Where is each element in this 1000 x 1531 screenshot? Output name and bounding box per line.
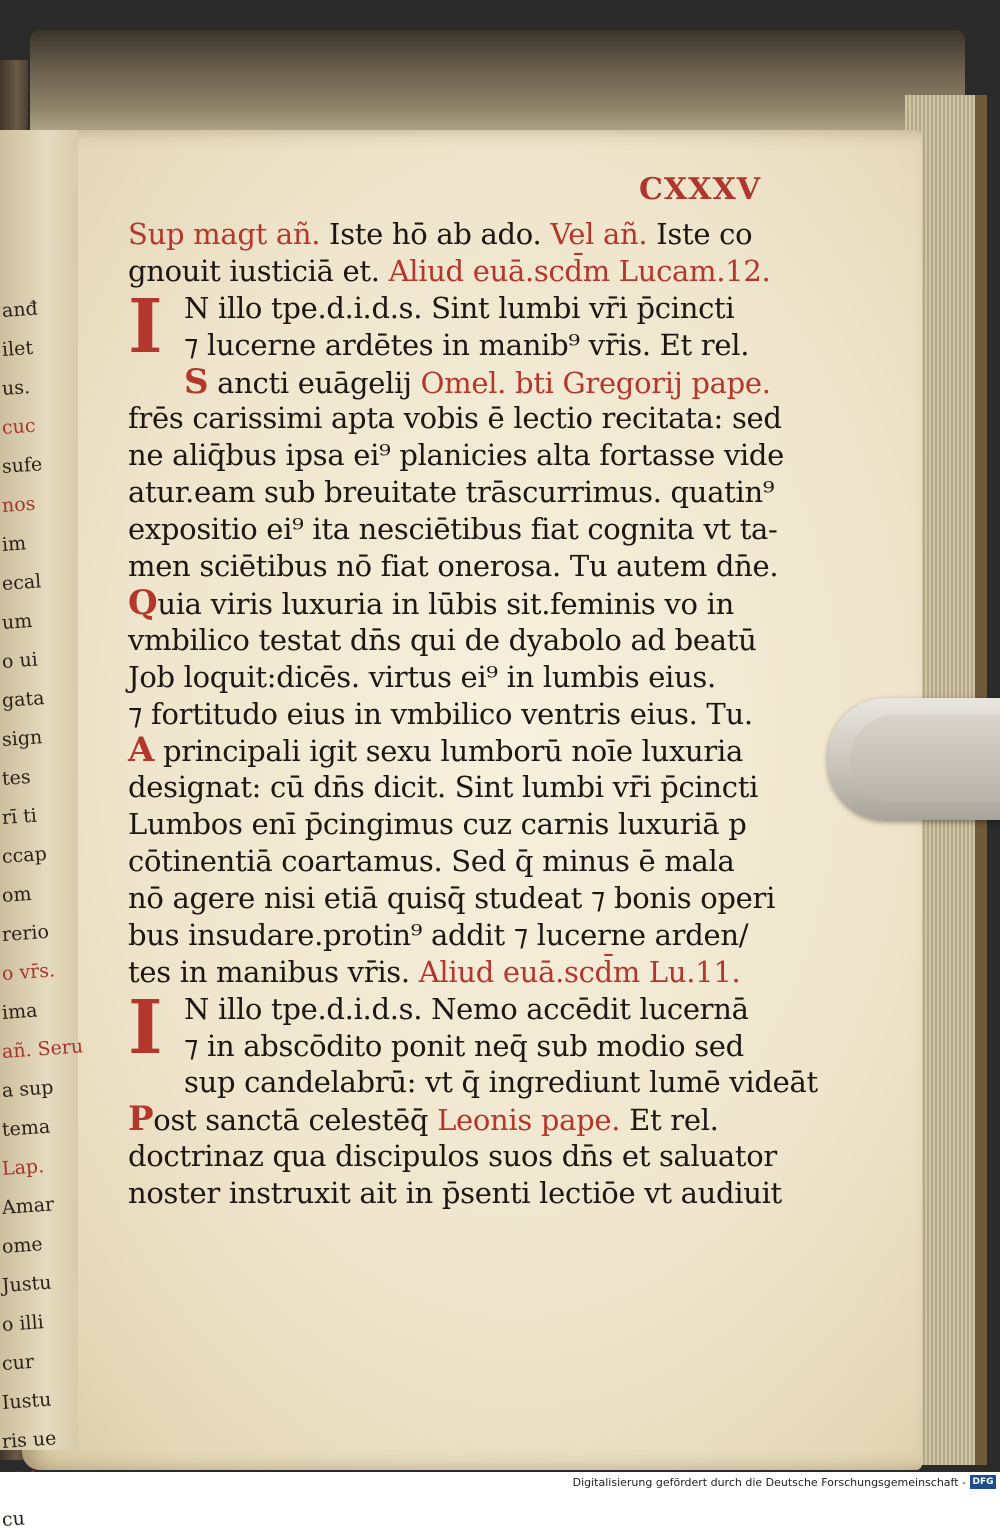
body-text: bus insudare.protin⁹ addit ⁊ lucerne arden/	[128, 917, 749, 952]
red-initial: I	[128, 283, 163, 370]
left-page-fragment: Justu	[1, 1271, 53, 1297]
left-page-fragment: sign	[1, 726, 43, 751]
rubric-text: Sup magt añ.	[128, 217, 321, 251]
left-page-fragment: gata	[1, 687, 46, 712]
body-text: expositio ei⁹ ita nesciētibus fiat cognita vt ta-	[128, 512, 778, 547]
left-page-fragment: cu	[1, 1507, 26, 1531]
body-text: sup candelabrū: vt q̄ ingrediunt lumē videāt	[184, 1065, 818, 1100]
body-text: noster instruxit ait in p̄senti lectiōe vt audiuit	[128, 1176, 782, 1211]
dfg-logo-icon: DFG	[970, 1475, 996, 1489]
left-page-fragment: im	[1, 532, 27, 556]
left-page-fragment: añ. Seru	[1, 1035, 84, 1063]
left-page-fragment: cur	[1, 1350, 35, 1375]
text-line	[128, 437, 793, 474]
body-text: nō agere nisi etiā quisq̄ studeat ⁊ bonis operi	[128, 881, 776, 916]
body-text: tes in manibus vr̄is.	[128, 954, 419, 989]
text-line	[128, 253, 793, 290]
left-page-fragment: us.	[1, 376, 31, 400]
body-text: ⁊ fortitudo eius in vmbilico ventris eius. Tu.	[128, 696, 753, 731]
text-line	[128, 696, 793, 733]
text-line	[128, 400, 793, 437]
footer-bar	[0, 1472, 1000, 1493]
body-text: uia viris luxuria in lūbis sit.feminis vo in	[157, 586, 734, 621]
body-text: N illo tpe.d.i.d.s. Nemo accēdit lucernā	[184, 991, 749, 1026]
left-page-fragment: tema	[1, 1115, 51, 1141]
red-lead-letter: A	[128, 730, 155, 771]
body-text: Et rel.	[620, 1103, 719, 1138]
text-line	[128, 843, 793, 880]
left-page-fragment: om	[1, 882, 33, 907]
left-page-fragment: ecal	[1, 570, 42, 595]
text-line	[128, 954, 793, 991]
left-page-fragment: Lap.	[1, 1155, 45, 1180]
body-text: designat: cū dn̄s dicit. Sint lumbi vr̄i p̄cincti	[128, 770, 759, 805]
text-line	[128, 474, 793, 511]
folio-number: CXXXV	[639, 172, 761, 207]
rubric-text: Aliud euā.scd̄m Lucam.12.	[388, 253, 771, 288]
body-text: vmbilico testat dn̄s qui de dyabolo ad beatū	[128, 622, 757, 657]
left-page-fragment: Iustu	[1, 1388, 53, 1414]
body-text: doctrinaz qua discipulos suos dn̄s et saluator	[128, 1139, 777, 1174]
funding-credit: Digitalisierung gefördert durch die Deutsche Forschungsgemeinschaft -	[572, 1476, 966, 1489]
body-text: cōtinentiā coartamus. Sed q̄ minus ē mala	[128, 844, 735, 879]
left-page-fragment: ome	[1, 1233, 44, 1258]
text-line	[128, 582, 793, 623]
body-text: atur.eam sub breuitate trāscurrimus. quatin⁹	[128, 475, 775, 510]
text-line	[128, 361, 793, 402]
body-text: N illo tpe.d.i.d.s. Sint lumbi vr̄i p̄cincti	[184, 290, 735, 325]
text-line	[128, 659, 793, 696]
text-line	[128, 1101, 793, 1138]
left-page-fragment: rī ti	[1, 804, 38, 829]
left-page-fragment: anđ	[1, 297, 39, 322]
rubric-text: Aliud euā.scd̄m Lu.11.	[418, 954, 741, 989]
red-lead-letter: S	[184, 361, 209, 402]
text-line	[128, 327, 793, 364]
body-text: ⁊ lucerne ardētes in manib⁹ vr̄is. Et rel.	[184, 327, 750, 362]
left-page-fragment: cuc	[1, 414, 37, 439]
clasp-inner	[850, 715, 1000, 803]
red-lead-letter: Q	[128, 582, 158, 623]
rubric-text: Omel. bti Gregorij pape.	[420, 365, 771, 400]
text-line	[128, 216, 793, 253]
left-page-fragment: rerio	[1, 920, 50, 946]
red-lead-letter: P	[128, 1099, 154, 1140]
body-text: ne aliq̄bus ipsa ei⁹ planicies alta fortasse vide	[128, 438, 785, 473]
text-line	[128, 880, 793, 917]
left-page-fragment: o vr̄s.	[1, 959, 56, 985]
text-line	[128, 1175, 793, 1212]
left-page-fragment: sufe	[1, 453, 43, 478]
text-line	[128, 732, 793, 769]
body-text: frēs carissimi apta vobis ē lectio recitata: sed	[128, 401, 782, 436]
body-text: Iste co	[647, 217, 753, 251]
body-text: Job loquit:dicēs. virtus ei⁹ in lumbis eius.	[128, 659, 716, 694]
red-initial: I	[128, 984, 163, 1071]
left-page-fragment: o ui	[1, 648, 39, 673]
body-text: Lumbos enī p̄cingimus cuz carnis luxuriā p	[128, 807, 747, 842]
body-text: ⁊ in abscōdito ponit neq̄ sub modio sed	[184, 1028, 744, 1063]
body-text: principali igit sexu lumborū noīe luxuria	[154, 734, 743, 769]
left-facing-page	[0, 130, 84, 1531]
text-line	[128, 806, 793, 843]
left-page-fragment: um	[1, 609, 33, 634]
left-page-fragment: ilet	[1, 336, 34, 361]
left-page-fragment: nos	[1, 492, 37, 517]
left-page-fragment: tes	[1, 766, 32, 790]
text-line	[128, 511, 793, 548]
page-text	[128, 172, 818, 1212]
left-page-fragment: a sup	[1, 1076, 55, 1102]
body-text: Iste hō ab ado.	[320, 217, 551, 251]
body-text: ost sanctā celestēq̄	[153, 1103, 438, 1138]
left-page-fragment: ris ue	[1, 1427, 58, 1453]
body-text: men sciētibus nō fiat onerosa. Tu autem dn̄e.	[128, 549, 779, 584]
text-line	[128, 1028, 793, 1065]
text-line	[128, 1138, 793, 1175]
left-page-fragment: ima	[1, 999, 39, 1024]
text-line	[128, 548, 793, 585]
rubric-text: Vel añ.	[550, 217, 648, 251]
text-line	[128, 917, 793, 954]
body-text: ancti euāgelij	[208, 365, 421, 400]
left-page-fragment: Amar	[1, 1193, 55, 1219]
left-page-fragment: ccap	[1, 842, 48, 868]
body-text: gnouit iusticiā et.	[128, 253, 389, 288]
rubric-text: Leonis pape.	[437, 1103, 621, 1138]
text-line	[128, 1064, 818, 1101]
left-page-fragment: o illi	[1, 1311, 45, 1336]
text-line	[128, 622, 793, 659]
page-edges-top	[30, 30, 965, 140]
text-line	[128, 769, 793, 806]
